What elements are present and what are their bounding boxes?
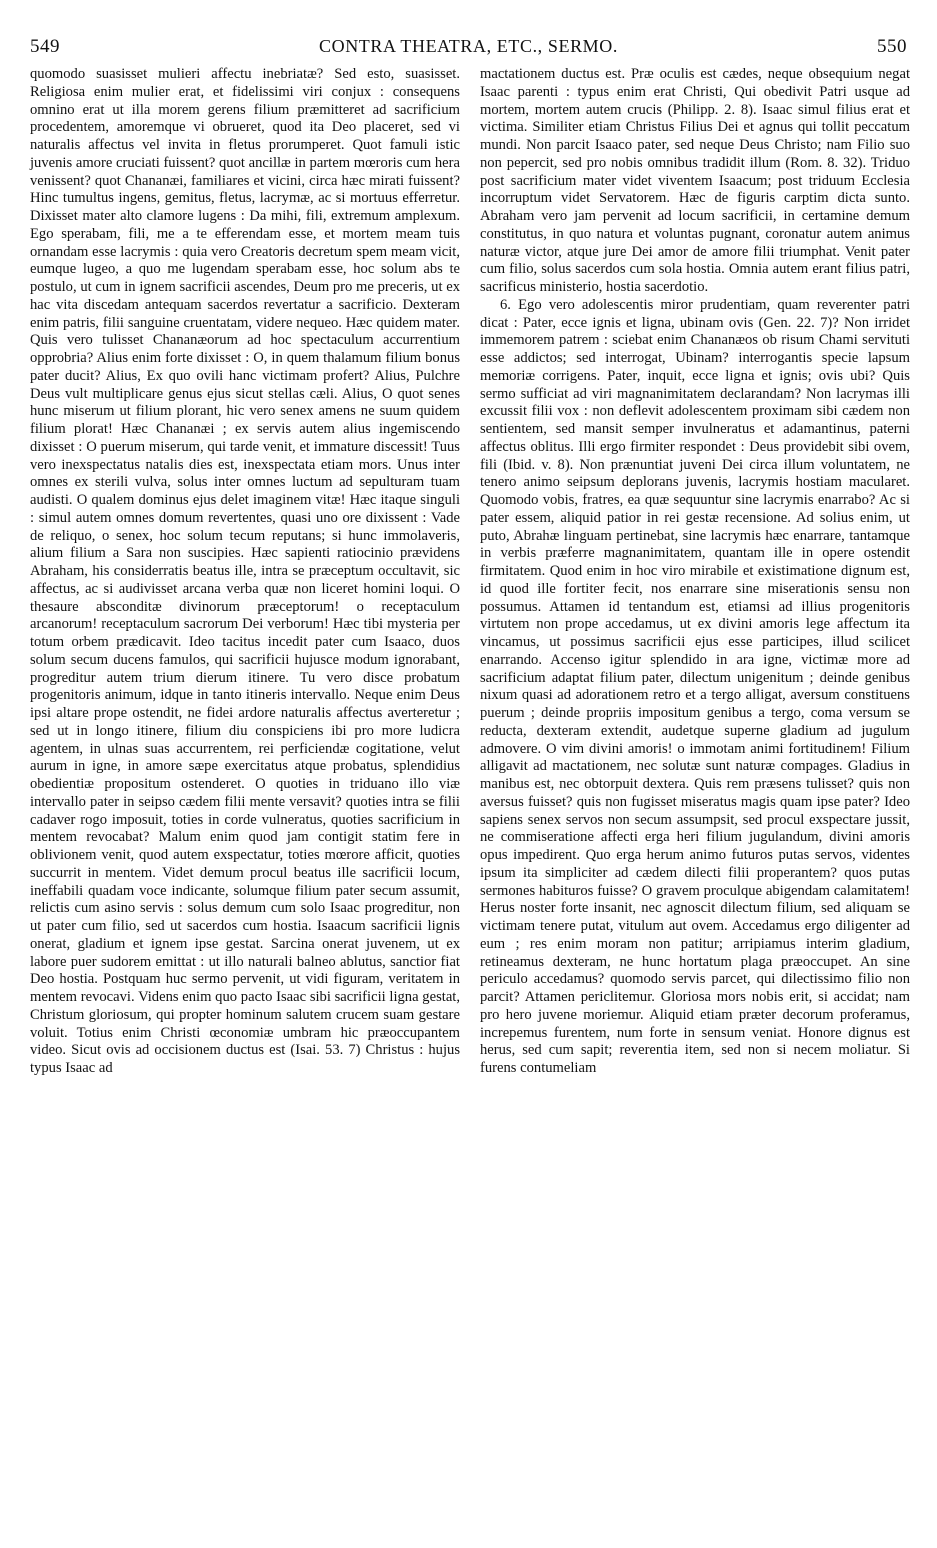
- paragraph: mactationem ductus est. Præ oculis est cædes, neque obsequium negat Isaac parenti : typus enim erat Christi, Qui obedivit Patri usque ad mortem, mortem autem crucis (Philipp. 2. 8). Isaac simul filius erat et victima. Similiter etiam Christus Filius Dei et agnus qui tollit peccatum mundi. Non parcit Isaaco pater, sed neque Deus Christo; nam Filio suo non pepercit, sed pro nobis omnibus tradidit illum (Rom. 8. 32). Triduo post sacrificium mater videt viventem Isaacum; post triduum Ecclesia incorruptum videt Servatorem. Hæc de figuris carptim dicta sunto. Abraham vero jam pervenit ad locum sacrificii, in certamine demum constitutus, in quo natura et voluntas pugnant, coronatur autem animus naturæ victor, atque jure Dei amor de amore filii triumphat. Venit pater cum filio, solus sacerdos cum sola hostia. Omnia autem erant filius patri, sacrificus ministerio, hostia sacerdotio.: [480, 66, 910, 295]
- right-column: [480, 66, 910, 1078]
- page-number-left: 549: [30, 36, 60, 57]
- left-column: [30, 66, 460, 1078]
- page-number-right: 550: [877, 36, 907, 57]
- paragraph: 6. Ego vero adolescentis miror prudentiam, quam reverenter patri dicat : Pater, ecce ignis et ligna, ubinam ovis (Gen. 22. 7)? Non irridet immemorem patrem : sciebat enim Chananæos ob risum Chami servituti esse addictos; sed interrogat, Ubinam? interrogantis specie lapsum memoriæ corrigens. Pater, inquit, ecce ligna et ignis; ovis ubi? Quis sermo sufficiat ad viri magnanimitatem declarandam? Non lacrymas illi excussit filii vox : non deflevit adolescentem proximam sibi cædem non sentientem, sed mansit semper invulneratus et adamantinus, paterni affectus oblitus. Illi ergo firmiter respondet : Deus providebit sibi ovem, fili (Ibid. v. 8). Non prænuntiat juveni Dei circa illum voluntatem, ne tenero animo seipsum deplorans juvenis, lacrymis hostiam macularet. Quomodo vobis, fratres, ea quæ sequuntur sine lacrymis enarrabo? Ac si pater essem, aliquid patior in rei gestæ recensione. Ad solius enim, ut puto, Abrahæ linguam pertinebat, sine lacrymis hæc enarrare, tantamque in verbis præferre magnanimitatem, quantam ille in opere ostendit firmitatem. Quod enim in hoc viro mirabile et existimatione dignum est, id quod ille fortiter fecit, nos enarrare sine miserationis sensu non possumus. Attamen id tentandum est, etiamsi ad illius progenitoris virtutem non prope accedamus, ut ex divini amoris lege affectum ita vincamus, ut possimus sacrificii ejus esse participes, illud scilicet enarrando. Accenso igitur splendido in ara igne, victimæ more ad sacrificium adaptat filium pater, dilectum unigenitum ; deinde genibus nixum quasi ad adorationem retro et a tergo alligat, aversum constituens puerum ; deinde propriis impositum genibus a tergo, coma versum se reducta, dexteram extendit, audetque superne gladium ad jugulum admovere. O vim divini amoris! o immotam animi fortitudinem! Filium alligavit ad mactationem, nec solutæ sunt naturæ compages. Gladius in manibus est, nec obtorpuit dextera. Quis rem præsens tulisset? quis non aversus fuisset? quis non fugisset miseratus magis quam ipse pater? Ideo sapiens senex servos non secum assumpsit, sed procul exspectare jussit, ne commiseratione affecti erga heri filium jugulandum, divini amoris opus impedirent. Quo erga herum animo futuros putas servos, videntes ipsum ita simpliciter ad cædem dilecti filii properantem? quos putas sermones habituros fuisse? O gravem proculque abigendam calamitatem! Herus noster forte insanit, nec agnoscit dilectum filium, sed aliquam se victimam tenere putat, vitulum aut ovem. Accedamus ergo diligenter ad eum ; res enim moram non patitur; arripiamus interim gladium, retineamus dexteram, ne hunc hortatum plaga præoccupet. An sine periculo accedamus? quomodo servis parcet, qui dilectissimo filio non parcit? Attamen periclitemur. Gloriosa mors nobis erit, si accidat; nam pro hero juvene moriemur. Aliquid etiam præter decorum proferamus, increpemus furentem, num forte in sensum veniat. Honore dignus est herus, sed cum sapit; reverentia item, sed non si necem moliatur. Si furens contumeliam: [480, 296, 910, 1076]
- text-columns: [30, 66, 910, 1078]
- paragraph: quomodo suasisset mulieri affectu inebriatæ? Sed esto, suasisset. Religiosa enim mulier erat, et fidelissimi viri conjux : consequens omnino erat ut illa morem gerens filium præmitteret ad sacrificium procedentem, amoremque vi obrueret, quod ita Deo placeret, sed vi naturalis affectus vel invita in fletus prorumperet. Quot famuli istic juvenis amore cruciati fuissent? quot ancillæ in partem mœroris cum hera venissent? quot Chananæi, familiares et vicini, circa hæc mirati fuissent? Hinc tumultus ingens, gemitus, fletus, lacrymæ, ac si mortuus efferretur. Dixisset mater alto clamore lugens : Da mihi, fili, extremum amplexum. Ego sperabam, fili, me a te efferendam esse, et mortem meam tuis ornandam esse lacrymis : quia vero Creatoris decretum spem meam vicit, eumque lugeo, a quo me lugendam sperabam esse, hoc solum abs te postulo, ut cum in ignem sacrificii ascendes, Deum pro me preceris, ut ex hac vita discedam antequam sacerdos revertatur a sacrificio. Dexteram enim patris, filii sanguine cruentatam, videre nequeo. Hæc quidem mater. Quis vero tulisset Chananæorum ad hoc spectaculum accurrentium opprobria? Alius enim forte dixisset : O, in quem thalamum filium bonus pater ducit? Alius, Ex quo ovili hanc victimam profert? Alius, Pulchre Deus vult multiplicare genus ejus sicut stellas cæli. Alius, O quot senes hunc miserum ut filium plorant, hic vero senex amens ne suum quidem filium plorat! Hæc Chananæi ; ex servis autem alius ingemiscendo dixisset : O puerum miserum, qui tarde venit, et immature discessit! Tuus vero inexspectatus natalis dies est, inexspectata etiam mors. Unus inter omnes ex sterili vulva, solus inter omnes luctum ad sepulturam tuam audisti. O qualem dominus ejus delet imaginem vitæ! Hæc itaque singuli : simul autem omnes domum revertentes, quasi uno ore dixissent : Vade de reliquo, o senex, hoc solum tecum reputans; si hunc immolaveris, alium filium a Sara non suscipies. Hæc sapienti ratiocinio prævidens Abraham, his considerratis beatus ille, intra se præceptum occultavit, sic affectus, ac si audivisset arcana verba quæ non liceret homini loqui. O thesaure absconditæ divinorum præceptorum! o receptaculum arcanorum! receptaculum sacrorum Dei verborum! Hæc tibi mysteria per totum orbem prædicavit. Ideo tacitus incedit pater cum Isaaco, duos solum secum ducens famulos, qui sacrificii hujusce modum ignorabant, progreditur autem trium dierum itinere. Tu vero disce probatum progenitoris animum, idque in tanto itineris intervallo. Neque enim Deus ipsi altare prope ostendit, ne fidei ardore naturalis affectus averteretur ; sed ut in longo itinere, filium diu conspiciens ibi pro more ludicra agentem, in ulnas suas accurrentem, rei perficiendæ cogitatione, velut aurum in igne, in amore sæpe exercitatus atque probatus, splendidius obedientiæ propositum ostenderet. O quoties in triduano illo viæ intervallo pater in seipso cædem filii mente versavit? quoties intra se filii cadaver rogo imposuit, toties in corde vulneratus, quoties sacrificium in mentem revocabat? Malum enim quod jam contigit statim fere in oblivionem venit, quod autem exspectatur, toties mœrore afficit, quoties succurrit in mentem. Videt demum procul beatus ille sacrificii locum, ineffabili quadam voce indicante, solumque filium pater secum assumit, relictis cum asino servis : solus demum cum solo Isaac progreditur, non ut pater cum filio, sed ut sacerdos cum hostia. Isaacum sacrificii lignis onerat, gladium et ignem ipse gestat. Sarcina onerat juvenem, ut ex labore puer sudorem emittat : ut illo naturali balneo ablutus, sanctior fiat Deo hostia. Postquam huc sermo pervenit, ut vidi figuram, veritatem in mentem revocavi. Videns enim quo pacto Isaac sibi sacrificii ligna gestat, Christum gloriosum, qui propter hominum salutem crucem suam gestare voluit. Totius enim Christi œconomiæ umbram hic præoccupantem video. Sicut ovis ad occisionem ductus est (Isai. 53. 7) Christus : hujus typus Isaac ad: [30, 66, 460, 1076]
- running-head: [30, 36, 907, 64]
- running-title: CONTRA THEATRA, ETC., SERMO.: [319, 36, 618, 56]
